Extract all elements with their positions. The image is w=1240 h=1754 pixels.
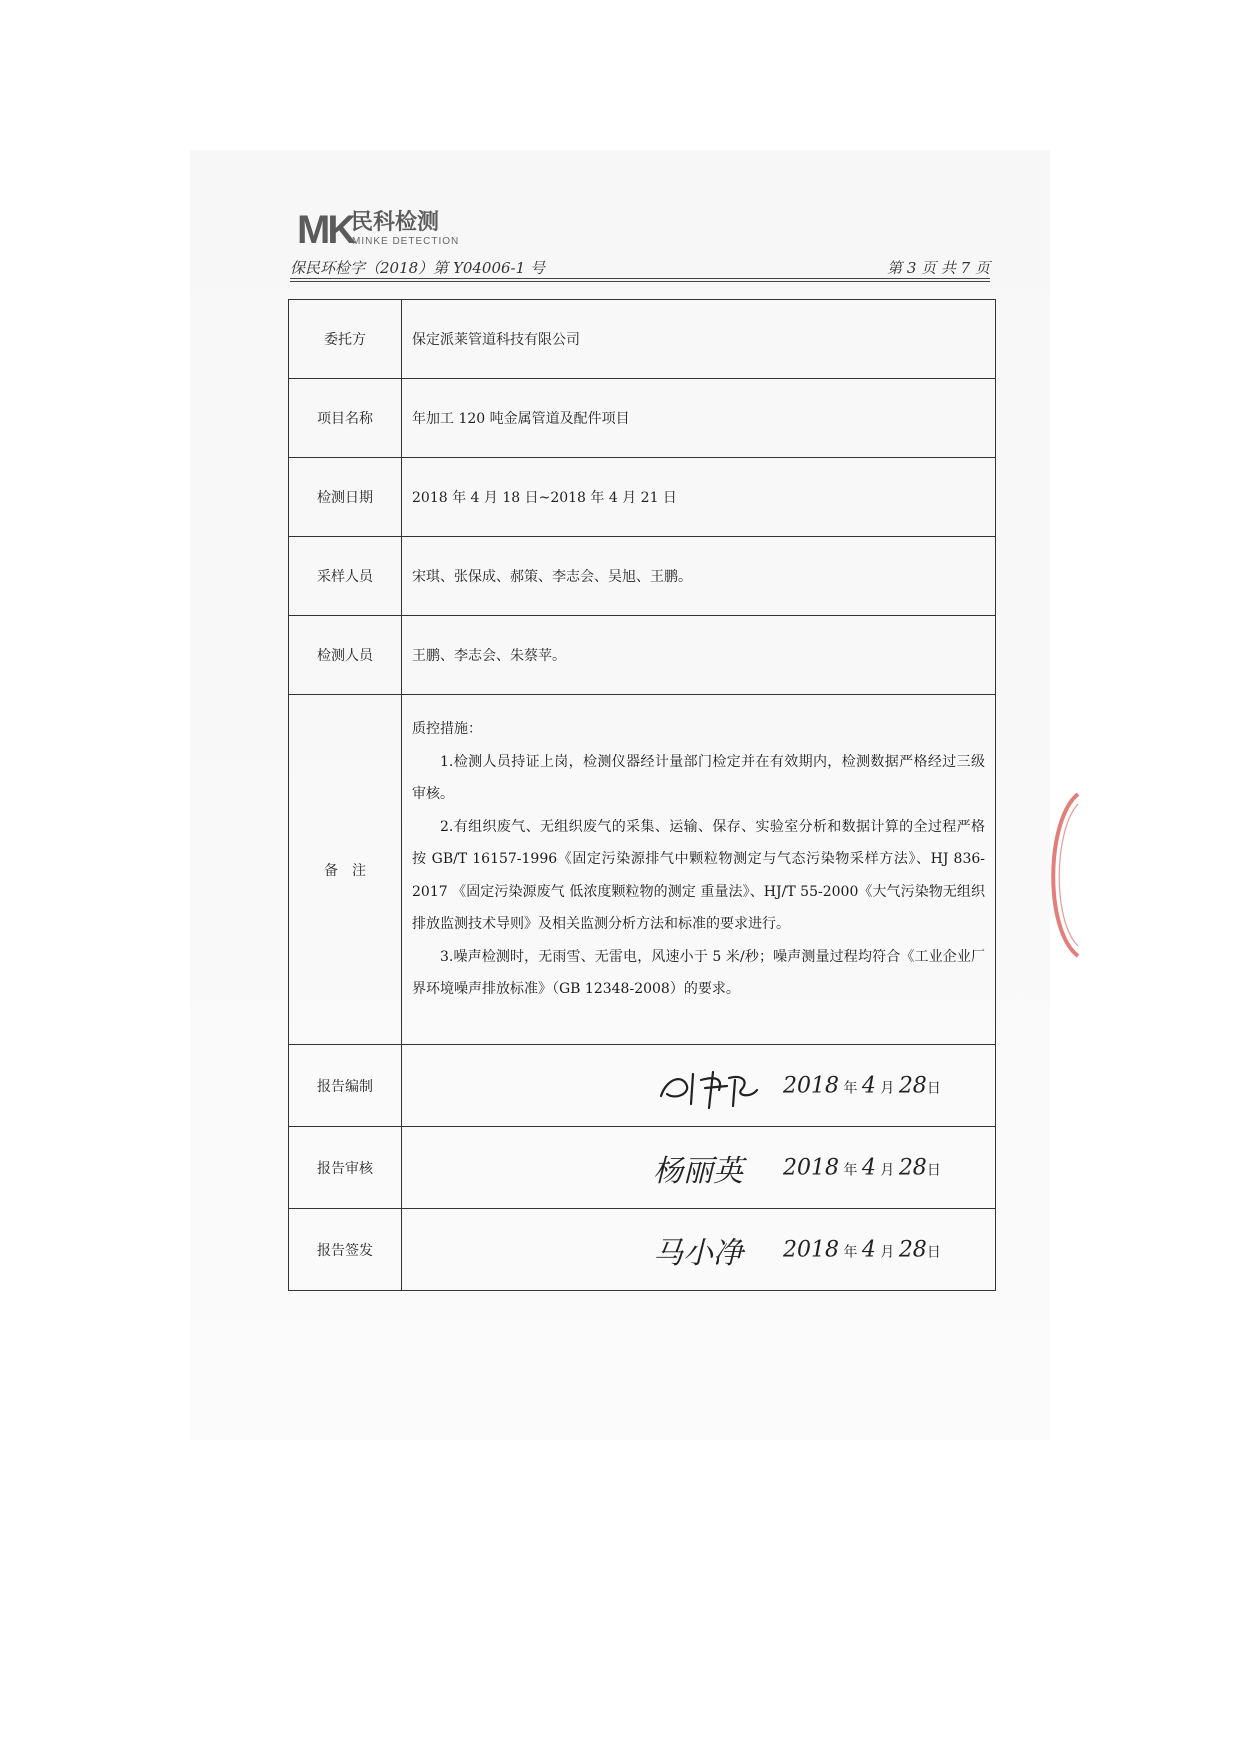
testing-staff-label: 检测人员 <box>289 616 402 695</box>
header-rule-bottom <box>290 281 990 282</box>
table-row <box>289 1045 996 1127</box>
remarks-title: 质控措施： <box>412 721 482 737</box>
sampling-staff-label: 采样人员 <box>289 537 402 616</box>
test-date-value: 2018 年 4 月 18 日~2018 年 4 月 21 日 <box>402 458 996 537</box>
table-row <box>289 1209 996 1291</box>
sampling-staff-value: 宋琪、张保成、郝策、李志会、吴旭、王鹏。 <box>402 537 996 616</box>
reviewer-signature: 杨丽英 <box>653 1153 743 1189</box>
table-row <box>289 695 996 1045</box>
table-row <box>289 300 996 379</box>
client-value: 保定派莱管道科技有限公司 <box>402 300 996 379</box>
project-name-label: 项目名称 <box>289 379 402 458</box>
report-review-date: 2018 年 4 月 28日 <box>783 1155 941 1180</box>
remarks-item-1: 1.检测人员持证上岗，检测仪器经计量部门检定并在有效期内，检测数据严格经过三级审核。 <box>412 753 985 802</box>
red-seal-stamp-edge <box>1040 790 1080 960</box>
report-number: 保民环检字（2018）第 Y04006-1 号 <box>290 259 545 277</box>
table-row <box>289 379 996 458</box>
remarks-content <box>402 695 996 1045</box>
client-label: 委托方 <box>289 300 402 379</box>
table-row <box>289 537 996 616</box>
report-review-label: 报告审核 <box>289 1127 402 1209</box>
logo-english-name: MINKE DETECTION <box>352 236 460 247</box>
project-name-value: 年加工 120 吨金属管道及配件项目 <box>402 379 996 458</box>
table-row <box>289 616 996 695</box>
testing-staff-value: 王鹏、李志会、朱蔡苹。 <box>402 616 996 695</box>
report-prepared-label: 报告编制 <box>289 1045 402 1127</box>
report-review-signature-cell <box>402 1127 996 1209</box>
handwritten-signature <box>653 1060 763 1110</box>
logo-mark: MK <box>297 208 354 252</box>
remarks-item-2: 2.有组织废气、无组织废气的采集、运输、保存、实验室分析和数据计算的全过程严格按 GB/T 16157-1996《固定污染源排气中颗粒物测定与气态污染物采样方法》、HJ 836-2017 《固定污染源废气 低浓度颗粒物的测定 重量法》、HJ/T 55-2000《大气污染物无组织排放监测技术导则》及相关监测分析方法和标准的要求进行。 <box>412 818 985 932</box>
report-issue-date: 2018 年 4 月 28日 <box>783 1237 941 1262</box>
test-date-label: 检测日期 <box>289 458 402 537</box>
report-prepared-signature-cell <box>402 1045 996 1127</box>
report-issue-label: 报告签发 <box>289 1209 402 1291</box>
report-info-table <box>288 299 996 1291</box>
report-issue-signature-cell <box>402 1209 996 1291</box>
table-row <box>289 458 996 537</box>
report-prepared-date: 2018 年 4 月 28日 <box>783 1073 941 1098</box>
table-row <box>289 1127 996 1209</box>
logo-chinese-name: 民科检测 <box>351 210 440 235</box>
remarks-item-3: 3.噪声检测时，无雨雪、无雷电，风速小于 5 米/秒；噪声测量过程均符合《工业企业厂界环境噪声排放标准》（GB 12348-2008）的要求。 <box>412 948 985 997</box>
page-number: 第 3 页 共 7 页 <box>887 259 990 277</box>
issuer-signature: 马小净 <box>653 1235 743 1271</box>
header-rule-top <box>290 278 990 279</box>
remarks-label: 备 注 <box>289 695 402 1045</box>
